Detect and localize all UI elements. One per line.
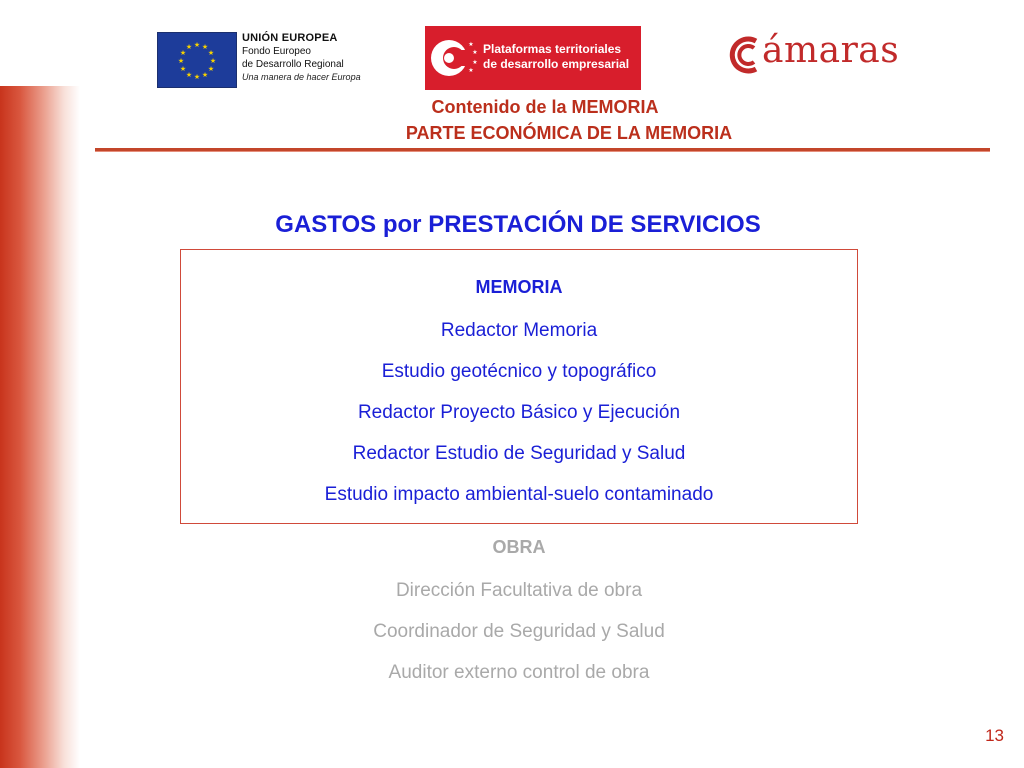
eu-logo — [157, 32, 367, 90]
svg-text:★: ★ — [185, 43, 193, 51]
svg-text:★: ★ — [209, 57, 217, 65]
header-title: Contenido de la MEMORIA — [431, 97, 659, 117]
camaras-wordmark: ámaras — [762, 30, 900, 71]
svg-text:★: ★ — [185, 71, 193, 79]
memoria-item: Estudio impacto ambiental-suelo contaminado — [324, 484, 714, 505]
obra-item: Auditor externo control de obra — [388, 662, 650, 683]
svg-text:★: ★ — [193, 41, 201, 49]
svg-text:★: ★ — [179, 49, 187, 57]
svg-text:★: ★ — [201, 43, 209, 51]
svg-text:★: ★ — [472, 49, 478, 56]
svg-text:★: ★ — [468, 41, 474, 48]
memoria-item: Redactor Proyecto Básico y Ejecución — [357, 402, 681, 423]
plataformas-c-icon — [427, 32, 479, 84]
memoria-item: Redactor Estudio de Seguridad y Salud — [352, 443, 686, 464]
svg-text:★: ★ — [207, 49, 215, 57]
obra-list — [180, 580, 858, 703]
left-decorative-band — [0, 86, 80, 768]
memoria-item: Redactor Memoria — [440, 320, 598, 341]
svg-text:★: ★ — [179, 65, 187, 73]
plataformas-line-2: de desarrollo empresarial — [483, 57, 630, 71]
memoria-item: Estudio geotécnico y topográfico — [381, 361, 657, 382]
memoria-box — [180, 249, 858, 524]
eu-line-1: Fondo Europeo — [242, 46, 311, 57]
obra-item: Coordinador de Seguridad y Salud — [373, 621, 665, 642]
memoria-list — [181, 320, 857, 525]
header-subtitle: PARTE ECONÓMICA DE LA MEMORIA — [405, 123, 733, 143]
plataformas-logo — [425, 26, 641, 90]
svg-text:★: ★ — [193, 73, 201, 81]
camaras-logo — [726, 30, 926, 80]
header-divider — [95, 148, 990, 151]
svg-text:★: ★ — [201, 71, 209, 79]
page-number: 13 — [985, 726, 1004, 745]
svg-text:★: ★ — [177, 57, 185, 65]
eu-title: UNIÓN EUROPEA — [242, 32, 338, 44]
eu-line-2: de Desarrollo Regional — [242, 59, 344, 70]
camaras-c-icon — [726, 32, 766, 76]
svg-text:★: ★ — [207, 65, 215, 73]
obra-item: Dirección Facultativa de obra — [395, 580, 643, 601]
section-title: GASTOS por PRESTACIÓN DE SERVICIOS — [275, 211, 761, 238]
svg-text:★: ★ — [472, 59, 478, 66]
svg-text:★: ★ — [468, 67, 474, 74]
memoria-heading: MEMORIA — [475, 277, 563, 297]
eu-flag-icon — [157, 32, 237, 88]
eu-motto: Una manera de hacer Europa — [242, 72, 361, 82]
obra-heading: OBRA — [492, 537, 546, 557]
plataformas-line-1: Plataformas territoriales — [483, 42, 622, 56]
